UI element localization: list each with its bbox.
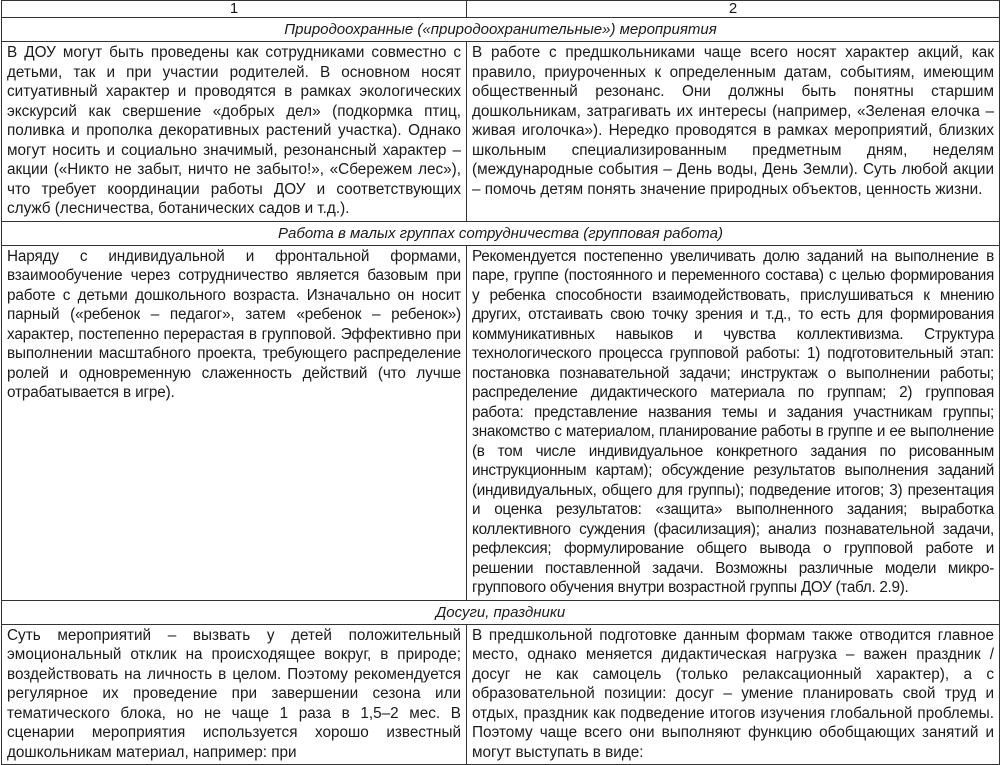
column-number-row <box>2 1 1000 18</box>
section-heading-row <box>2 221 1000 245</box>
section-title-leisure: Досуги, праздники <box>2 600 1000 624</box>
section-title-nature-protection: Природоохранные («природоохранительные») мероприятия <box>2 18 1000 42</box>
table-row <box>2 624 1000 765</box>
table-row <box>2 245 1000 600</box>
cell-preschool-prep-leisure: В предшкольной подготовке данным формам также отводится главное место, однако меняется дидактическая нагрузка – важен праздник / досуг не как самоцель (только релаксационный характер), а с образовательной позиции: досуг – умение планировать свой труд и отдых, праздник как подведение итогов изучения глобальной проблемы. Поэтому чаще всего они выполняют функцию обобщающих занятий и могут выступать в виде: <box>467 624 1000 765</box>
section-heading-row <box>2 600 1000 624</box>
cell-preschool-leisure: Суть мероприятий – вызвать у детей положительный эмоциональный отклик на происходящее вокруг, в природе; воздействовать на личность в целом. Поэтому рекомендуется регулярное их проведение при завершении сезона или тематического блока, но не чаще 1 раза в 1,5–2 мес. В сценарии мероприятия используется хорошо известный дошкольникам материал, например: при <box>2 624 467 765</box>
cell-preschool-group-work: Наряду с индивидуальной и фронтальной формами, взаимообучение через сотрудничество является базовым при работе с детьми дошкольного возраста. Изначально он носит парный («ребенок – педагог», затем «ребенок – ребенок») характер, постепенно перерастая в групповой. Эффективно при выполнении масштабного проекта, требующего распределение ролей и одновременную слаженность действий (что лучше отрабатывается в игре). <box>2 245 467 600</box>
cell-preschool-prep-nature-protection: В работе с предшкольниками чаще всего носят характер акций, как правило, приуроченных к определенным датам, событиям, имеющим общественный резонанс. Они должны быть понятны старшим дошкольникам, затрагивать их интересы (например, «Зеленая елочка – живая иголочка»). Нередко проводятся в рамках мероприятий, близких школьным специализированным предметным дням, неделям (международные события – День воды, День Земли). Суть любой акции – помочь детям понять значение природных объектов, ценность жизни. <box>467 42 1000 222</box>
section-heading-row <box>2 18 1000 42</box>
column-number-1: 1 <box>2 1 467 18</box>
comparison-table <box>1 0 1000 765</box>
cell-preschool-nature-protection: В ДОУ могут быть проведены как сотрудниками совместно с детьми, так и при участии родителей. В основном носят ситуативный характер и проводятся в рамках экологических экскурсий как свершение «добрых дел» (подкормка птиц, поливка и прополка декоративных растений участка). Однако могут носить и социально значимый, резонансный характер – акции («Никто не забыт, ничто не забыто!», «Сбережем лес»), что требует координации работы ДОУ и соответствующих служб (лесничества, ботанических садов и т.д.). <box>2 42 467 222</box>
section-title-group-work: Работа в малых группах сотрудничества (групповая работа) <box>2 221 1000 245</box>
column-number-2: 2 <box>467 1 1000 18</box>
table-row <box>2 42 1000 222</box>
cell-preschool-prep-group-work: Рекомендуется постепенно увеличивать долю заданий на выполнение в паре, группе (постоянного и переменного состава) с целью формирования у ребенка способности взаимодействовать, прислушиваться к мнению других, отстаивать свою точку зрения и т.д., то есть для формирования коммуникативных навыков и чувства коллективизма. Структура технологического процесса групповой работы: 1) подготовительный этап: постановка познавательной задачи; инструктаж о выполнении работы; распределение дидактического материала по группам; 2) групповая работа: представление названия темы и задания участникам группы; знакомство с материалом, планирование работы в группе и ее выполнение (в том числе индивидуальное конкретного задания по рисованным инструкционным картам); обсуждение результатов выполнения заданий (индивидуальных, общего для группы); подведение итогов; 3) презентация и оценка результатов: «защита» выполненного задания; выработка коллективного суждения (фасилизация); анализ познавательной задачи, рефлексия; формулирование общего вывода о групповой работе и решении поставленной задачи. Возможны различные модели микро-группового обучения внутри возрастной группы ДОУ (табл. 2.9). <box>467 245 1000 600</box>
